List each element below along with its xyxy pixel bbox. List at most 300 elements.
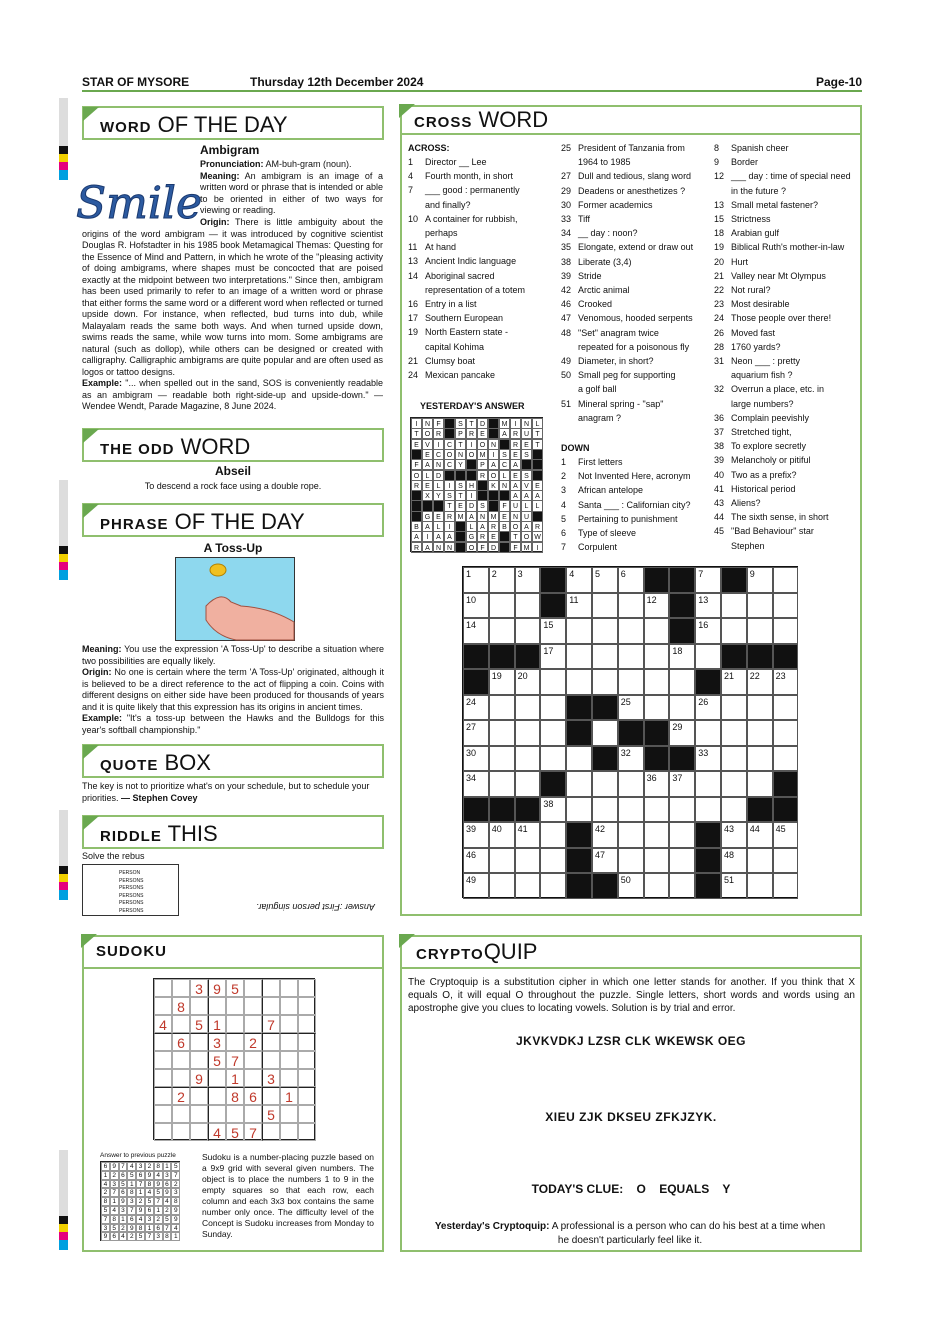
answer-cell: X [422,490,433,501]
grid-cell[interactable] [644,618,670,644]
grid-cell[interactable] [592,797,618,823]
grid-cell[interactable]: 32 [618,746,644,772]
grid-cell[interactable] [669,822,695,848]
grid-cell[interactable]: 1 [463,567,489,593]
sudoku-cell[interactable]: 1 [280,1087,298,1105]
previous-answer-cell: 1 [127,1180,136,1189]
grid-cell[interactable] [618,848,644,874]
previous-answer-cell: 1 [110,1197,119,1206]
clue-number: 34 [561,228,572,239]
sudoku-cell[interactable]: 5 [190,1015,208,1033]
clue-text: Tiff [578,214,591,224]
sudoku-cell[interactable] [280,1105,298,1123]
grid-cell[interactable]: 14 [463,618,489,644]
grid-cell[interactable] [721,746,747,772]
sudoku-cell[interactable] [226,997,244,1015]
clue-number: 36 [714,412,725,423]
clue-number: 17 [408,313,419,324]
grid-cell[interactable]: 17 [540,644,566,670]
grid-cell[interactable] [747,873,773,899]
clue-number: 4 [408,171,414,182]
grid-cell[interactable] [618,797,644,823]
previous-answer-cell: 6 [145,1206,154,1215]
grid-cell[interactable]: 29 [669,720,695,746]
sudoku-cell[interactable] [172,1051,190,1069]
sudoku-cell[interactable]: 9 [208,979,226,997]
grid-cell[interactable]: 37 [669,771,695,797]
grid-cell[interactable] [747,720,773,746]
black-square [695,873,721,899]
grid-cell[interactable] [566,797,592,823]
sudoku-cell[interactable]: 6 [244,1087,262,1105]
sudoku-cell[interactable] [208,997,226,1015]
grid-cell[interactable] [515,618,541,644]
grid-cell[interactable]: 11 [566,593,592,619]
grid-cell[interactable]: 15 [540,618,566,644]
grid-cell[interactable] [721,618,747,644]
grid-cell[interactable] [618,593,644,619]
sudoku-cell[interactable] [154,1069,172,1087]
sudoku-cell[interactable] [280,979,298,997]
grid-cell[interactable] [695,644,721,670]
sudoku-cell[interactable] [172,979,190,997]
previous-answer-cell: 2 [163,1206,172,1215]
sudoku-cell[interactable] [280,997,298,1015]
sudoku-cell[interactable] [262,1033,280,1051]
grid-cell[interactable] [721,771,747,797]
answer-cell: I [433,439,444,450]
clue-number: 35 [561,242,572,253]
sudoku-cell[interactable]: 4 [154,1015,172,1033]
crossword-grid [462,566,798,898]
sudoku-cell[interactable]: 7 [244,1123,262,1141]
grid-cell[interactable]: 21 [721,669,747,695]
sudoku-cell[interactable] [154,1087,172,1105]
grid-cell[interactable] [592,644,618,670]
sudoku-cell[interactable] [298,1069,316,1087]
black-square [489,644,515,670]
sudoku-cell[interactable] [154,1105,172,1123]
clue-number: 39 [561,270,572,281]
grid-cell[interactable] [773,593,799,619]
grid-cell[interactable] [515,873,541,899]
grid-cell[interactable] [489,848,515,874]
grid-cell[interactable] [644,822,670,848]
sudoku-cell[interactable]: 5 [226,979,244,997]
grid-cell[interactable]: 24 [463,695,489,721]
grid-cell[interactable] [515,848,541,874]
sudoku-cell[interactable] [298,997,316,1015]
grid-cell[interactable]: 40 [489,822,515,848]
clue-text: Arabian gulf [731,228,780,239]
grid-cell[interactable]: 19 [489,669,515,695]
previous-answer-cell: 8 [110,1215,119,1224]
grid-cell[interactable]: 48 [721,848,747,874]
grid-cell[interactable] [489,873,515,899]
grid-cell[interactable]: 18 [669,644,695,670]
grid-cell[interactable] [644,644,670,670]
grid-cell[interactable] [592,720,618,746]
grid-cell[interactable]: 46 [463,848,489,874]
sudoku-cell[interactable]: 7 [262,1015,280,1033]
sudoku-cell[interactable] [280,1123,298,1141]
grid-cell[interactable] [773,848,799,874]
grid-cell[interactable]: 44 [747,822,773,848]
grid-cell[interactable] [721,695,747,721]
sudoku-cell[interactable] [226,1015,244,1033]
grid-cell[interactable] [644,848,670,874]
clue-text: Overrun a place, etc. in [731,384,825,395]
grid-cell[interactable]: 34 [463,771,489,797]
sudoku-cell[interactable] [190,1033,208,1051]
clue-number: 49 [561,356,572,366]
grid-cell[interactable]: 27 [463,720,489,746]
sudoku-cell[interactable] [208,1087,226,1105]
sudoku-cell[interactable] [208,1105,226,1123]
grid-cell[interactable] [618,618,644,644]
grid-cell[interactable] [489,618,515,644]
grid-cell[interactable]: 22 [747,669,773,695]
sudoku-cell[interactable] [244,997,262,1015]
word-of-day-word: Ambigram [200,143,260,157]
black-square [540,567,566,593]
previous-answer-cell: 2 [145,1162,154,1171]
previous-answer-cell: 1 [145,1224,154,1233]
grid-cell[interactable]: 45 [773,822,799,848]
sudoku-cell[interactable]: 3 [190,979,208,997]
answer-cell: A [477,521,488,532]
sudoku-cell[interactable] [208,1069,226,1087]
answer-cell: F [499,500,510,511]
clue-text: and finally? [425,199,471,210]
previous-answer-cell: 3 [110,1180,119,1189]
black-square [721,644,747,670]
grid-cell[interactable] [618,669,644,695]
answer-cell: I [532,542,543,553]
grid-cell[interactable] [747,771,773,797]
grid-cell[interactable]: 9 [747,567,773,593]
answer-cell: T [466,418,477,429]
previous-answer-cell: 9 [163,1188,172,1197]
sudoku-cell[interactable] [244,979,262,997]
grid-cell[interactable]: 4 [566,567,592,593]
clue-text: ___ good : permanently [425,185,520,196]
clue-number: 27 [561,171,572,182]
grid-cell[interactable]: 47 [592,848,618,874]
sudoku-cell[interactable] [262,1087,280,1105]
sudoku-cell[interactable] [172,1069,190,1087]
clue-number: 21 [714,270,725,281]
grid-cell[interactable] [489,746,515,772]
clue-text: representation of a totem [425,284,526,295]
sudoku-cell[interactable] [226,1105,244,1123]
grid-cell[interactable] [566,618,592,644]
black-square [592,746,618,772]
grid-cell[interactable]: 39 [463,822,489,848]
sudoku-cell[interactable] [244,1015,262,1033]
answer-cell: L [521,500,532,511]
grid-cell[interactable]: 20 [515,669,541,695]
grid-cell[interactable] [489,695,515,721]
sudoku-cell[interactable] [190,1123,208,1141]
grid-cell[interactable]: 43 [721,822,747,848]
clue-text: Spanish cheer [731,143,789,153]
sudoku-cell[interactable] [226,1033,244,1051]
grid-cell[interactable] [540,822,566,848]
previous-answer-cell: 6 [101,1162,110,1171]
grid-cell[interactable] [592,618,618,644]
grid-cell[interactable] [644,797,670,823]
sudoku-cell[interactable] [190,1087,208,1105]
grid-cell[interactable] [669,695,695,721]
sudoku-cell[interactable]: 5 [226,1123,244,1141]
grid-cell[interactable]: 33 [695,746,721,772]
page-header [82,74,862,92]
grid-cell[interactable]: 50 [618,873,644,899]
sudoku-cell[interactable]: 5 [262,1105,280,1123]
sudoku-cell[interactable] [190,997,208,1015]
sudoku-cell[interactable] [298,1105,316,1123]
sudoku-cell[interactable]: 3 [262,1069,280,1087]
sudoku-cell[interactable] [244,1051,262,1069]
sudoku-cell[interactable] [154,1033,172,1051]
black-square [773,771,799,797]
grid-cell[interactable] [695,797,721,823]
sudoku-cell[interactable]: 1 [208,1015,226,1033]
clue-text: The sixth sense, in short [731,512,829,523]
clue-number: 50 [561,370,572,381]
sudoku-cell[interactable] [172,1123,190,1141]
grid-cell[interactable] [489,771,515,797]
grid-cell[interactable] [489,593,515,619]
grid-cell[interactable] [566,771,592,797]
grid-cell[interactable]: 2 [489,567,515,593]
answer-cell: V [422,439,433,450]
grid-cell[interactable] [644,695,670,721]
sudoku-cell[interactable] [280,1051,298,1069]
answer-cell: C [444,459,455,470]
sudoku-cell[interactable] [154,1051,172,1069]
sudoku-cell[interactable] [190,1051,208,1069]
answer-cell: E [532,480,543,491]
grid-cell[interactable]: 13 [695,593,721,619]
grid-cell[interactable] [618,771,644,797]
grid-cell[interactable]: 36 [644,771,670,797]
grid-cell[interactable]: 25 [618,695,644,721]
clue-number: 13 [714,199,725,210]
sudoku-cell[interactable]: 7 [226,1051,244,1069]
grid-cell[interactable] [540,848,566,874]
grid-cell[interactable] [618,644,644,670]
grid-cell[interactable] [721,593,747,619]
grid-cell[interactable] [695,771,721,797]
answer-cell: R [532,521,543,532]
answer-cell: N [444,542,455,553]
grid-cell[interactable] [773,618,799,644]
grid-cell[interactable] [669,848,695,874]
sudoku-cell[interactable]: 3 [208,1033,226,1051]
grid-cell[interactable] [747,695,773,721]
sudoku-cell[interactable] [298,1051,316,1069]
grid-cell[interactable]: 16 [695,618,721,644]
sudoku-cell[interactable] [280,1033,298,1051]
sudoku-cell[interactable] [262,1123,280,1141]
sudoku-cell[interactable] [154,1123,172,1141]
sudoku-cell[interactable] [280,1069,298,1087]
grid-cell[interactable] [773,567,799,593]
grid-cell[interactable] [566,669,592,695]
grid-cell[interactable] [618,822,644,848]
answer-cell: A [510,480,521,491]
grid-cell[interactable]: 41 [515,822,541,848]
clue-text: Small peg for supporting [578,370,676,381]
clue-text: "Bad Behaviour" star [731,526,814,537]
grid-cell[interactable]: 30 [463,746,489,772]
sudoku-cell[interactable]: 5 [208,1051,226,1069]
grid-cell[interactable] [592,771,618,797]
grid-cell[interactable]: 6 [618,567,644,593]
grid-cell[interactable]: 49 [463,873,489,899]
grid-cell[interactable]: 42 [592,822,618,848]
grid-cell[interactable] [747,746,773,772]
sudoku-cell[interactable] [172,1105,190,1123]
grid-cell[interactable] [540,669,566,695]
sudoku-cell[interactable] [262,979,280,997]
sudoku-cell[interactable] [154,997,172,1015]
sudoku-cell[interactable]: 8 [172,997,190,1015]
answer-cell: S [455,480,466,491]
grid-cell[interactable] [747,593,773,619]
sudoku-cell[interactable] [154,979,172,997]
grid-cell[interactable] [515,771,541,797]
phrase-text: Meaning: You use the expression 'A Toss-Up' to describe a situation where two possibilities are equally likely. Origin: No one is certain where the term 'A Toss-Up' originated, although it is believed to be a direct reference to the act of flipping a coin. Coins with different designs on either side have been produced for thousands of years and it is quite likely that this expression has its origins in ancient times. Example: "It's a toss-up between the Hawks and the Bulldogs for this year's softball championship." [82,644,384,735]
previous-answer-cell: 6 [163,1180,172,1189]
previous-answer-cell: 1 [154,1206,163,1215]
grid-cell[interactable] [747,618,773,644]
clue-text: Deadens or anesthetizes ? [578,185,686,196]
clue-text: repeated for a poisonous fly [578,341,690,352]
sudoku-cell[interactable] [190,1105,208,1123]
logo-text: Smile [75,178,203,229]
grid-cell[interactable] [592,669,618,695]
grid-cell[interactable] [721,720,747,746]
grid-cell[interactable] [540,720,566,746]
answer-cell: R [477,531,488,542]
grid-cell[interactable] [515,593,541,619]
sudoku-cell[interactable]: 9 [190,1069,208,1087]
answer-cell: T [532,439,543,450]
previous-answer-cell: 9 [101,1232,110,1241]
grid-cell[interactable]: 23 [773,669,799,695]
grid-cell[interactable] [644,873,670,899]
clue-text: Clumsy boat [425,355,476,366]
grid-cell[interactable] [566,746,592,772]
word-intro: Pronunciation: AM-buh-gram (noun). Meaning: An ambigram is an image of a written word or phrase that is intended or able to be oriented in either of two ways for viewing or reading. [200,159,383,215]
clue-text: perhaps [425,228,458,238]
previous-answer-cell: 4 [163,1197,172,1206]
grid-cell[interactable]: 12 [644,593,670,619]
grid-cell[interactable]: 3 [515,567,541,593]
sudoku-cell[interactable]: 2 [244,1033,262,1051]
black-square [721,567,747,593]
black-square [540,593,566,619]
sudoku-cell[interactable]: 6 [172,1033,190,1051]
grid-cell[interactable] [747,848,773,874]
grid-cell[interactable] [773,746,799,772]
grid-cell[interactable] [515,695,541,721]
grid-cell[interactable]: 5 [592,567,618,593]
clue-text: Pertaining to punishment [578,513,678,524]
grid-cell[interactable] [515,720,541,746]
answer-cell: G [422,511,433,522]
grid-cell[interactable] [669,669,695,695]
grid-cell[interactable] [773,720,799,746]
cryptoquip-title: CRYPTOQUIP [400,935,862,969]
sudoku-cell[interactable]: 1 [226,1069,244,1087]
clue-text: Type of sleeve [578,528,637,538]
clue-text: 1760 yards? [731,341,781,352]
sudoku-cell[interactable] [298,1087,316,1105]
sudoku-about: Sudoku is a number-placing puzzle based on a 9x9 grid with several given numbers. The object is to place the numbers 1 to 9 in the empty squares so that each row, each column and each 3x3 box contains the same number only once. The difficulty level of the Concept is Sudoku increases from Monday to Sunday. [202,1152,374,1239]
grid-cell[interactable] [773,695,799,721]
answer-cell: A [499,428,510,439]
sudoku-cell[interactable]: 2 [172,1087,190,1105]
clue-number: 24 [408,370,419,380]
sudoku-cell[interactable] [244,1105,262,1123]
phrase-title: PHRASE OF THE DAY [82,503,384,537]
grid-cell[interactable]: 26 [695,695,721,721]
answer-cell: S [499,449,510,460]
black-square [695,822,721,848]
grid-cell[interactable] [489,720,515,746]
sudoku-cell[interactable]: 8 [226,1087,244,1105]
sudoku-cell[interactable] [298,1033,316,1051]
grid-cell[interactable] [592,593,618,619]
grid-cell[interactable] [515,746,541,772]
sudoku-cell[interactable] [298,979,316,997]
sudoku-cell[interactable] [280,1015,298,1033]
grid-cell[interactable] [695,720,721,746]
answer-cell: R [488,521,499,532]
grid-cell[interactable] [669,797,695,823]
sudoku-cell[interactable]: 4 [208,1123,226,1141]
clue-number: 51 [561,398,572,409]
grid-cell[interactable] [669,873,695,899]
grid-cell[interactable] [721,797,747,823]
grid-cell[interactable]: 51 [721,873,747,899]
sudoku-cell[interactable] [298,1015,316,1033]
grid-cell[interactable] [540,873,566,899]
rebus-word: PERSONS [119,877,144,884]
sudoku-cell[interactable] [262,1051,280,1069]
sudoku-cell[interactable] [298,1123,316,1141]
grid-cell[interactable] [773,873,799,899]
grid-cell[interactable]: 7 [695,567,721,593]
clue-text: Stephen [731,540,765,551]
sudoku-cell[interactable] [262,997,280,1015]
black-square [747,797,773,823]
grid-cell[interactable]: 38 [540,797,566,823]
grid-cell[interactable] [540,746,566,772]
previous-answer-cell: 2 [110,1171,119,1180]
answer-cell: T [455,490,466,501]
sudoku-cell[interactable] [172,1015,190,1033]
grid-cell[interactable]: 10 [463,593,489,619]
sudoku-cell[interactable] [244,1069,262,1087]
grid-cell[interactable] [540,695,566,721]
grid-cell[interactable] [566,644,592,670]
grid-cell[interactable] [644,669,670,695]
